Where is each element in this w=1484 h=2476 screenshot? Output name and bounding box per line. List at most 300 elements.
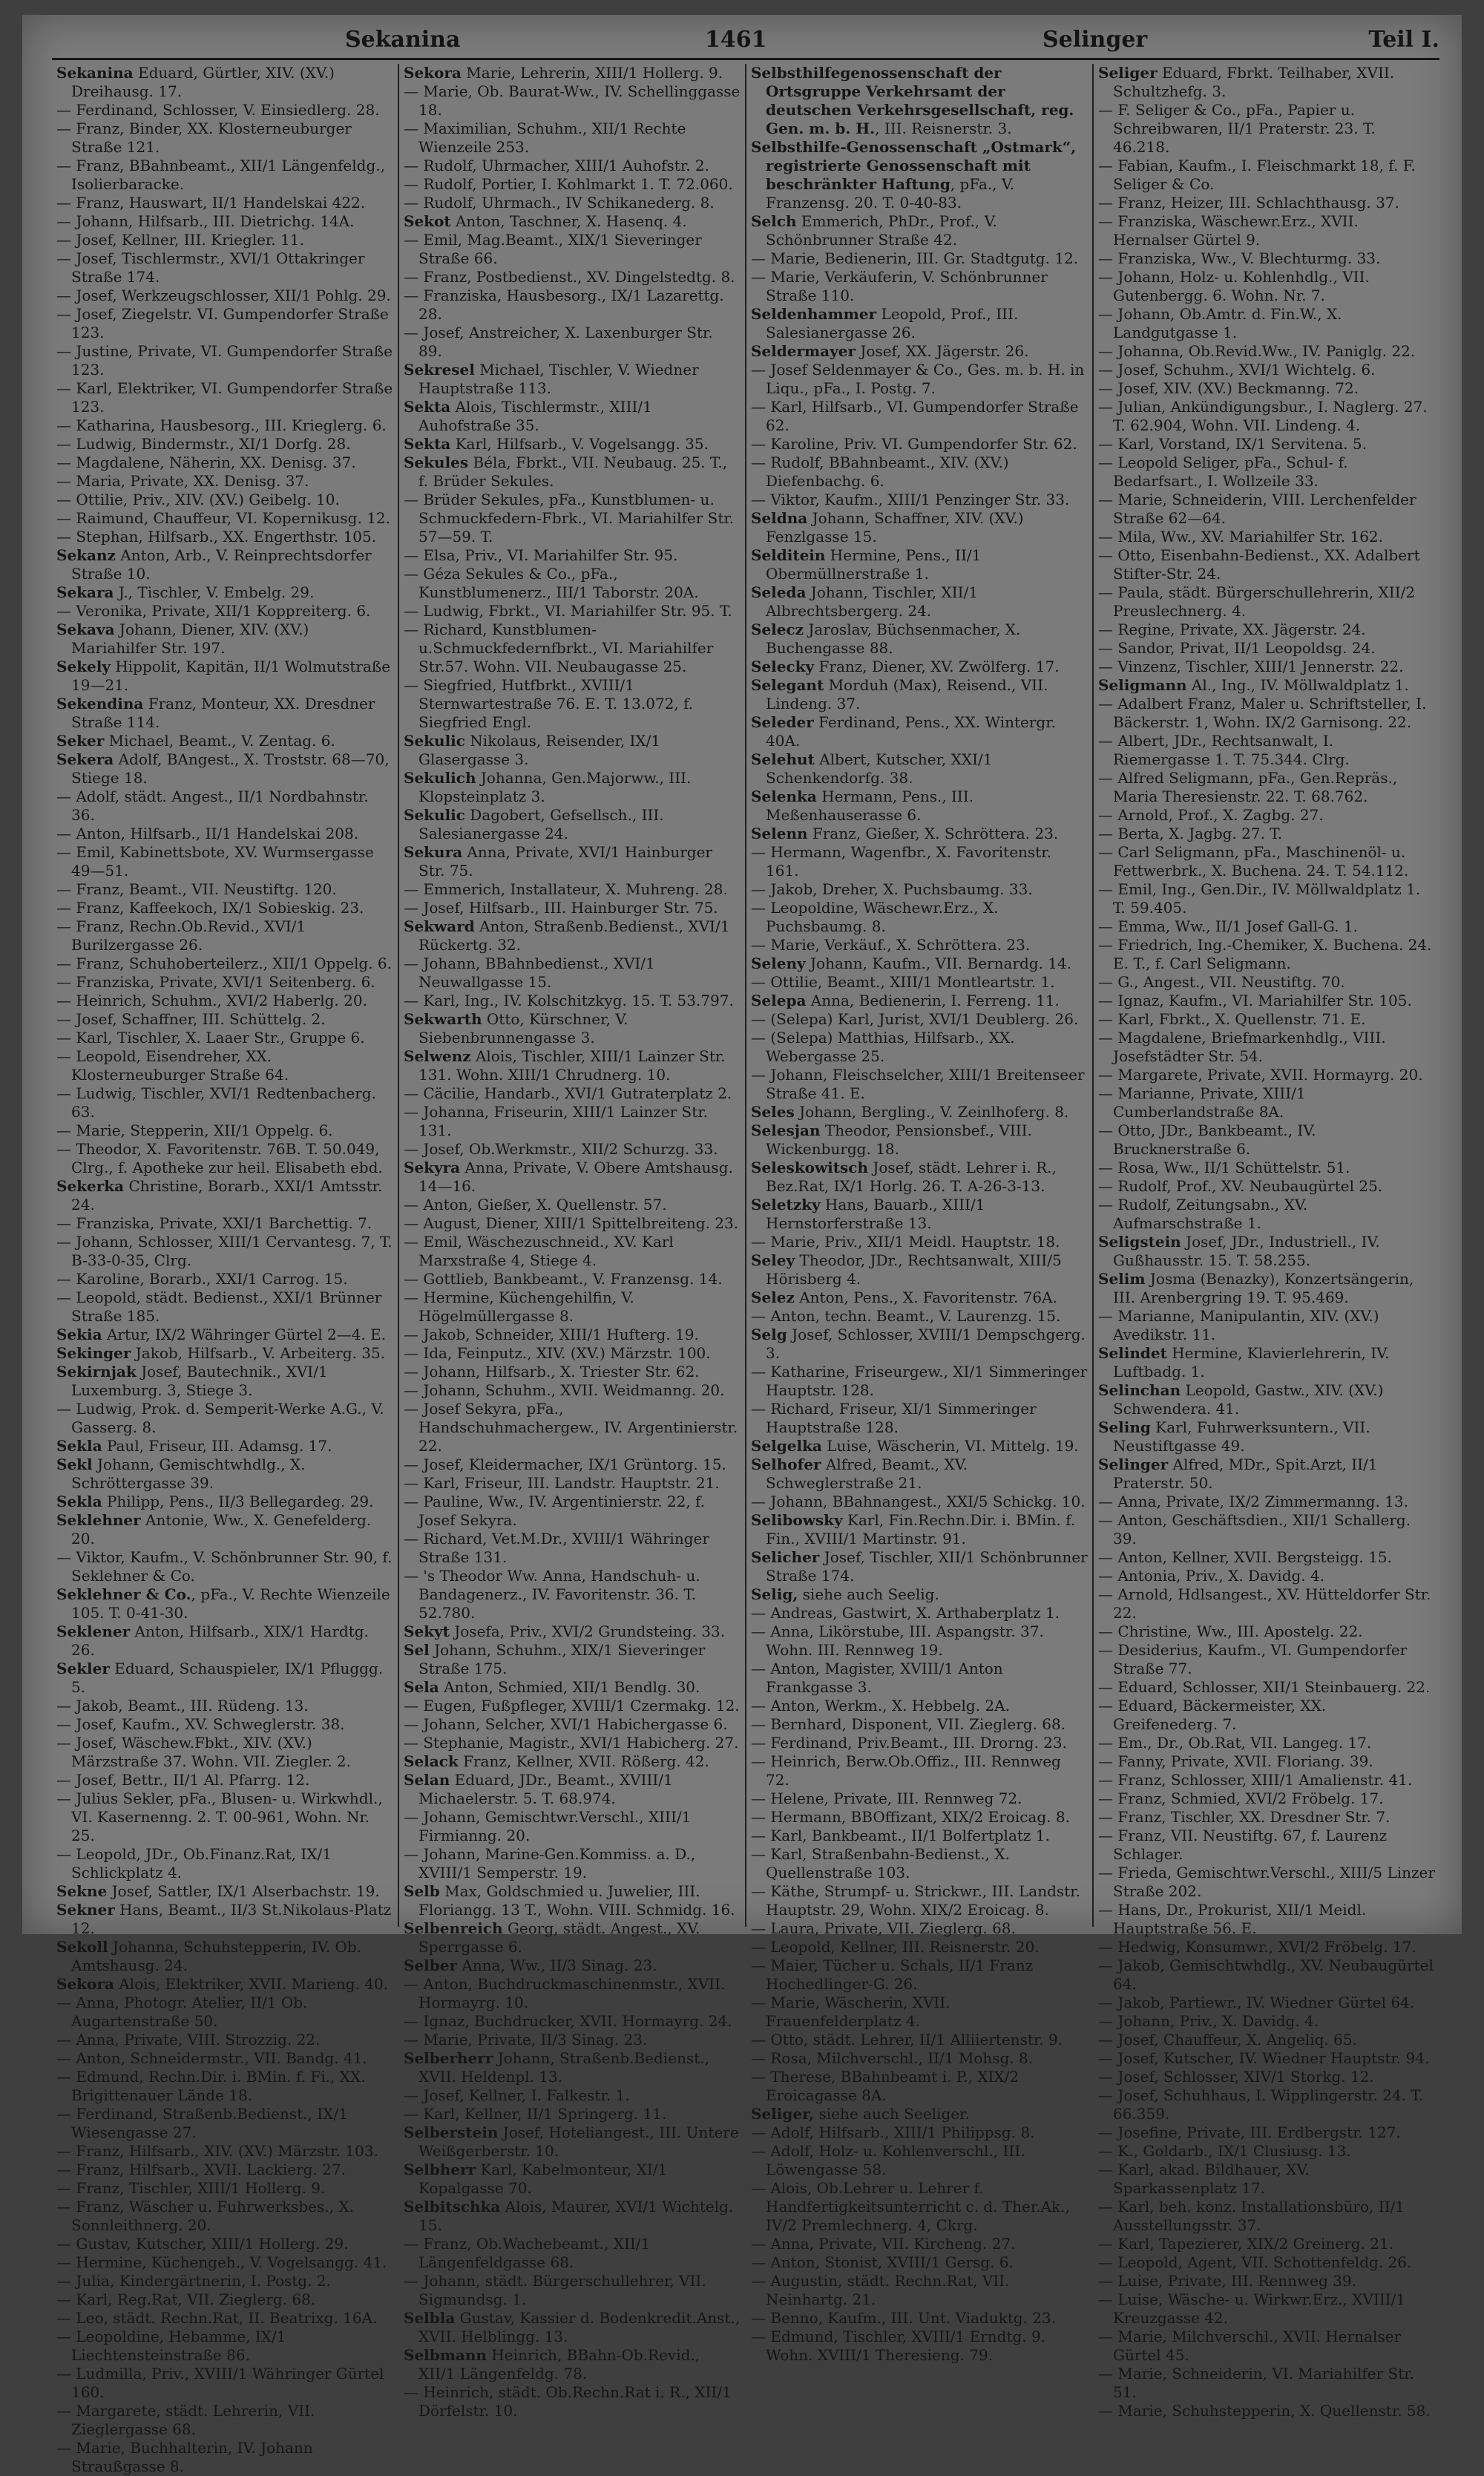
entry-text: — Josef, Schuhhaus, I. Wipplingerstr. 24. T. 66.359.	[1098, 2086, 1424, 2123]
entry-text: Johann, Straßenb.Bedienst., XVII. Heldenpl. 13.	[418, 2049, 709, 2086]
entry-text: — Johanna, Friseurin, XIII/1 Lainzer Str. 131.	[404, 1103, 708, 1139]
directory-entry	[404, 1975, 741, 2012]
directory-entry	[56, 2068, 393, 2105]
directory-entry	[56, 342, 393, 379]
entry-text: — Sandor, Privat, II/1 Leopoldsg. 24.	[1098, 639, 1376, 657]
directory-entry	[1098, 2142, 1435, 2161]
entry-text: — Alois, Ob.Lehrer u. Lehrer f. Handfertigkeitsunterricht c. d. Ther.Ak., IV/2 Premlechnerg. 4, Ckrg.	[751, 2179, 1070, 2234]
entry-surname: Sekerka	[56, 1177, 125, 1195]
directory-entry	[404, 2049, 741, 2086]
entry-text: Hermann, Pens., III. Meßenhauserasse 6.	[766, 787, 974, 824]
header-left-keyword: Sekanina	[345, 27, 461, 53]
directory-entry	[404, 992, 741, 1010]
entry-surname: Seleny	[751, 954, 806, 972]
entry-text: — Franz, Beamt., VII. Neustiftg. 120.	[56, 880, 337, 898]
entry-text: siehe auch Seelig.	[798, 1585, 939, 1603]
entry-surname: Sekora	[56, 1975, 114, 1993]
directory-entry	[404, 2086, 741, 2105]
directory-entry	[56, 1344, 393, 1363]
directory-entry	[56, 1029, 393, 1047]
entry-text: — Magdalene, Briefmarkenhdlg., VIII. Josefstädter Str. 54.	[1098, 1029, 1386, 1065]
entry-text: — Albert, JDr., Rechtsanwalt, I. Riemergasse 1. T. 75.344. Clrg.	[1098, 732, 1350, 768]
entry-text: — Anton, Hilfsarb., II/1 Handelskai 208.	[56, 825, 359, 842]
entry-text: — Brüder Sekules, pFa., Kunstblumen- u. Schmuckfedern-Fbrk., VI. Mariahilfer Str. 57—59. T.	[404, 491, 735, 546]
entry-surname: Seldenhammer	[751, 305, 877, 323]
directory-entry	[751, 138, 1088, 212]
entry-text: — Johann, städt. Bürgerschullehrer, VII. Sigmundsg. 1.	[404, 2272, 706, 2308]
directory-entry	[56, 1771, 393, 1789]
directory-entry	[404, 1010, 741, 1047]
entry-surname: Sekely	[56, 658, 111, 675]
directory-entry	[56, 954, 393, 973]
entry-text: — Katharina, Hausbesorg., III. Krieglerg. 6.	[56, 416, 387, 434]
directory-entry	[404, 1288, 741, 1326]
directory-entry	[1098, 1827, 1435, 1864]
entry-text: — Leopoldine, Wäschewr.Erz., X. Puchsbaumg. 8.	[751, 899, 999, 935]
directory-entry	[56, 1622, 393, 1660]
entry-surname: Selb	[404, 1882, 440, 1900]
directory-entry	[404, 1140, 741, 1159]
entry-text: — Karl, Tischler, X. Laaer Str., Gruppe 6.	[56, 1029, 365, 1047]
directory-entry	[56, 583, 393, 602]
entry-text: Alois, Tischlermstr., XIII/1 Auhofstraße 35.	[418, 398, 652, 434]
directory-entry	[404, 1493, 741, 1530]
entry-text: — Josef, Schaffner, III. Schüttelg. 2.	[56, 1010, 326, 1028]
entry-text: Christine, Borarb., XXI/1 Amtsstr. 24.	[71, 1177, 383, 1214]
entry-text: Karl, Fin.Rechn.Dir. i. BMin. f. Fin., XVIII/1 Martinstr. 91.	[766, 1511, 1076, 1548]
directory-entry	[751, 2328, 1088, 2365]
directory-entry	[56, 1734, 393, 1771]
entry-text: Johanna, Gen.Majorww., III. Klopsteinplatz 3.	[418, 769, 692, 805]
directory-entry	[56, 1140, 393, 1177]
directory-entry	[404, 1641, 741, 1678]
entry-surname: Selhofer	[751, 1455, 821, 1473]
entry-text: Josef, Tischler, XII/1 Schönbrunner Straße 174.	[766, 1548, 1088, 1585]
entry-text: — Rudolf, Zeitungsabn., XV. Aufmarschstraße 1.	[1098, 1196, 1308, 1232]
entry-text: — Siegfried, Hutfbrkt., XVIII/1 Sternwartestraße 76. E. T. 13.072, f. Siegfried Engl.	[404, 676, 694, 731]
directory-entry	[404, 2123, 741, 2161]
entry-text: — Franziska, Private, XXI/1 Barchettig. 7.	[56, 1214, 372, 1232]
entry-surname: Sekler	[56, 1660, 110, 1677]
entry-text: — Johann, Selcher, XVI/1 Habichergasse 6.	[404, 1715, 728, 1733]
entry-surname: Sekwarth	[404, 1010, 482, 1028]
directory-entry	[751, 992, 1088, 1010]
entry-text: — Berta, X. Jagbg. 27. T.	[1098, 825, 1283, 842]
entry-text: — Karoline, Priv. VI. Gumpendorfer Str. 62.	[751, 435, 1077, 453]
entry-text: — Karl, Friseur, III. Landstr. Hauptstr. 21.	[404, 1474, 720, 1492]
directory-entry	[1098, 1121, 1435, 1159]
directory-entry	[751, 268, 1088, 305]
directory-entry	[56, 2328, 393, 2365]
entry-surname: Seley	[751, 1251, 795, 1269]
entry-text: — Margarete, Private, XVII. Hormayrg. 20.	[1098, 1066, 1423, 1084]
entry-text: Luise, Wäscherin, VI. Mittelg. 19.	[821, 1437, 1079, 1455]
directory-entry	[751, 1919, 1088, 1938]
directory-entry	[1098, 101, 1435, 157]
directory-entry	[751, 1734, 1088, 1752]
directory-entry	[404, 1715, 741, 1734]
entry-surname: Selig,	[751, 1585, 798, 1603]
entry-text: — Marianne, Manipulantin, XIV. (XV.) Avedikstr. 11.	[1098, 1307, 1379, 1343]
directory-entry	[404, 2012, 741, 2031]
directory-entry	[1098, 2049, 1435, 2068]
entry-surname: Selber	[404, 1956, 458, 1974]
entry-text: — Heinrich, städt. Ob.Rechn.Rat i. R., XII/1 Dörfelstr. 10.	[404, 2383, 732, 2420]
directory-entry	[404, 546, 741, 565]
entry-text: — Franz, Kaffeekoch, IX/1 Sobieskig. 23.	[56, 899, 364, 917]
directory-entry	[1098, 2031, 1435, 2049]
entry-text: — Josef, Kellner, III. Kriegler. 11.	[56, 231, 304, 249]
entry-text: — Marie, Verkäuferin, V. Schönbrunner Straße 110.	[751, 268, 1048, 304]
entry-text: Josefa, Priv., XVI/2 Grundsteing. 33.	[449, 1622, 726, 1640]
directory-entry	[751, 825, 1088, 843]
directory-entry	[56, 750, 393, 787]
entry-text: — Franz, Tischler, XX. Dresdner Str. 7.	[1098, 1808, 1391, 1826]
entry-text: Hermine, Klavierlehrerin, IV. Luftbadg. 1.	[1113, 1344, 1390, 1381]
directory-entry	[751, 2142, 1088, 2179]
entry-text: , pFa., V. Franzensg. 20. T. 0-40-83.	[766, 175, 1015, 212]
directory-entry	[404, 1530, 741, 1567]
entry-surname: Sekot	[404, 212, 451, 230]
entry-text: — Franz, Heizer, III. Schlachthausg. 37.	[1098, 194, 1399, 212]
entry-text: Max, Goldschmied u. Juwelier, III. Floriangg. 13 T., Wohn. VIII. Schmidg. 16.	[418, 1882, 735, 1919]
directory-entry	[1098, 583, 1435, 620]
entry-text: — G., Angest., VII. Neustiftg. 70.	[1098, 973, 1345, 991]
directory-entry	[404, 175, 741, 194]
entry-text: — Josef, Kaufm., XV. Schweglerstr. 38.	[56, 1715, 345, 1733]
entry-text: — Viktor, Kaufm., V. Schönbrunner Str. 90, f. Seklehner & Co.	[56, 1548, 393, 1585]
directory-entry	[1098, 1196, 1435, 1233]
entry-surname: Sekulic	[404, 732, 465, 750]
entry-text: — Johann, Priv., X. Davidg. 4.	[1098, 2012, 1319, 2030]
directory-entry	[751, 843, 1088, 880]
directory-entry	[1098, 1381, 1435, 1418]
entry-text: — Karl, Kellner, II/1 Springerg. 11.	[404, 2105, 667, 2123]
entry-text: — Franz, Wäscher u. Fuhrwerksbes., X. Sonnleithnerg. 20.	[56, 2198, 354, 2234]
directory-entry	[404, 1233, 741, 1270]
directory-entry	[1098, 1548, 1435, 1567]
entry-text: — Gustav, Kutscher, XIII/1 Hollerg. 29.	[56, 2235, 349, 2253]
entry-surname: Seliger,	[751, 2105, 815, 2123]
directory-entry	[751, 2031, 1088, 2049]
directory-entry	[404, 1808, 741, 1845]
directory-entry	[404, 2235, 741, 2272]
directory-entry	[751, 361, 1088, 398]
entry-text: — Ferdinand, Straßenb.Bedienst., IX/1 Wiesengasse 27.	[56, 2105, 348, 2141]
directory-entry	[1098, 1029, 1435, 1066]
entry-text: — Leopold, städt. Bedienst., XXI/1 Brünner Straße 185.	[56, 1288, 382, 1325]
entry-text: — Cäcilie, Handarb., XVI/1 Gutraterplatz 2.	[404, 1084, 732, 1102]
entry-text: — Franz, Schuhoberteilerz., XII/1 Oppelg. 6.	[56, 954, 393, 972]
directory-entry	[404, 1196, 741, 1214]
directory-entry	[56, 1270, 393, 1288]
directory-entry	[404, 732, 741, 769]
entry-text: — Edmund, Tischler, XVIII/1 Erndtg. 9. Wohn. XVIII/1 Theresieng. 79.	[751, 2328, 1046, 2364]
entry-text: — Leopold, Kellner, III. Reisnerstr. 20.	[751, 1938, 1040, 1956]
entry-surname: Seliger	[1098, 64, 1158, 82]
entry-text: — Therese, BBahnbeamt i. P., XIX/2 Eroicagasse 8A.	[751, 2068, 1020, 2104]
directory-entry	[56, 917, 393, 954]
entry-text: — Karl, akad. Bildhauer, XV. Sparkassenplatz 17.	[1098, 2161, 1310, 2197]
entry-text: Josef, XX. Jägerstr. 26.	[856, 342, 1029, 360]
entry-text: — Leopold, JDr., Ob.Finanz.Rat, IX/1 Schlickplatz 4.	[56, 1845, 332, 1881]
directory-entry	[56, 1789, 393, 1845]
entry-text: — Fabian, Kaufm., I. Fleischmarkt 18, f. F. Seliger & Co.	[1098, 157, 1416, 193]
entry-text: — Hermann, Wagenfbr., X. Favoritenstr. 161.	[751, 843, 1051, 880]
directory-entry	[56, 602, 393, 620]
directory-entry	[1098, 825, 1435, 843]
entry-text: — Johanna, Ob.Revid.Ww., IV. Paniglg. 22.	[1098, 342, 1416, 360]
entry-surname: Sekinger	[56, 1344, 131, 1362]
entry-text: — Franz, Schlosser, XIII/1 Amalienstr. 41.	[1098, 1771, 1413, 1789]
entry-text: — Magdalene, Näherin, XX. Denisg. 37.	[56, 453, 356, 471]
directory-entry	[404, 1326, 741, 1344]
directory-entry	[404, 1752, 741, 1771]
entry-surname: Seleda	[751, 583, 807, 601]
entry-text: — Fanny, Private, XVII. Floriang. 39.	[1098, 1752, 1373, 1770]
entry-text: — Eduard, Bäckermeister, XX. Greifenederg. 7.	[1098, 1697, 1327, 1733]
directory-entry	[751, 2272, 1088, 2309]
directory-entry	[751, 435, 1088, 453]
directory-entry	[1098, 453, 1435, 491]
entry-surname: Selim	[1098, 1270, 1146, 1288]
entry-text: Johann, Tischler, XII/1 Albrechtsbergerg. 24.	[766, 583, 979, 620]
entry-text: — Heinrich, Schuhm., XVI/2 Haberlg. 20.	[56, 992, 367, 1009]
entry-text: — Adolf, Hilfsarb., XIII/1 Philippsg. 8.	[751, 2123, 1035, 2141]
directory-entry	[1098, 379, 1435, 398]
entry-text: Ferdinand, Pens., XX. Wintergr. 40A.	[766, 713, 1056, 750]
entry-text: — Marianne, Private, XIII/1 Cumberlandstraße 8A.	[1098, 1084, 1306, 1121]
directory-entry	[751, 1882, 1088, 1919]
entry-text: — Antonia, Priv., X. Davidg. 4.	[1098, 1567, 1325, 1585]
directory-entry	[1098, 528, 1435, 546]
directory-entry	[56, 101, 393, 119]
entry-text: — Bernhard, Disponent, VII. Zieglerg. 68.	[751, 1715, 1066, 1733]
column-1	[52, 64, 399, 2475]
directory-entry	[404, 1956, 741, 1975]
directory-entry	[1098, 936, 1435, 973]
entry-text: — Leo, städt. Rechn.Rat, II. Beatrixg. 16A.	[56, 2309, 378, 2327]
directory-entry	[404, 361, 741, 398]
entry-text: Theodor, JDr., Rechtsanwalt, XIII/5 Hörisberg 4.	[766, 1251, 1062, 1288]
directory-entry	[56, 825, 393, 843]
directory-entry	[404, 1734, 741, 1752]
entry-text: — Julian, Ankündigungsbur., I. Naglerg. 27. T. 62.904, Wohn. VII. Lindeng. 4.	[1098, 398, 1428, 434]
directory-entry	[751, 676, 1088, 713]
directory-page	[22, 15, 1462, 2475]
entry-text: — Arnold, Hdlsangest., XV. Hütteldorfer Str. 22.	[1098, 1585, 1431, 1622]
entry-text: — Leopold Seliger, pFa., Schul- f. Bedarfsart., I. Wollzeile 33.	[1098, 453, 1348, 490]
directory-entry	[1098, 695, 1435, 732]
entry-text: — Franz, Hilfsarb., XVII. Lackierg. 27.	[56, 2161, 346, 2178]
directory-entry	[56, 416, 393, 435]
directory-entry	[751, 936, 1088, 954]
directory-entry	[56, 1975, 393, 1994]
entry-text: Anna, Ww., II/3 Sinag. 23.	[457, 1956, 657, 1974]
entry-text: — Johann, Schlosser, XIII/1 Cervantesg. 7, T. B-33-0-35, Clrg.	[56, 1233, 393, 1269]
directory-entry	[56, 899, 393, 917]
directory-entry	[1098, 1641, 1435, 1678]
directory-entry	[751, 398, 1088, 435]
entry-text: — Otto, JDr., Bankbeamt., IV. Brucknerstraße 6.	[1098, 1121, 1316, 1158]
entry-surname: Sela	[404, 1678, 439, 1696]
entry-surname: Sekia	[56, 1326, 102, 1343]
entry-text: Johann, Schaffner, XIV. (XV.) Fenzlgasse 15.	[766, 509, 1024, 546]
directory-entry	[404, 806, 741, 843]
entry-text: Josef, städt. Lehrer i. R., Bez.Rat, IX/1 Horlg. 26. T. A-26-3-13.	[766, 1159, 1057, 1195]
directory-entry	[404, 491, 741, 546]
entry-text: — Adolf, Holz- u. Kohlenverschl., III. Löwengasse 58.	[751, 2142, 1025, 2178]
directory-entry	[56, 1511, 393, 1548]
entry-text: — Josef, Werkzeugschlosser, XII/1 Pohlg. 29.	[56, 286, 391, 304]
entry-text: Anton, Pens., X. Favoritenstr. 76A.	[794, 1288, 1057, 1306]
entry-text: — Franz, Postbedienst., XV. Dingelstedtg. 8.	[404, 268, 735, 286]
directory-entry	[56, 1994, 393, 2031]
entry-text: — Richard, Kunstblumen-u.Schmuckfedernfbrkt., VI. Mariahilfer Str.57. Wohn. VII. Neubaugasse 25.	[404, 620, 714, 675]
entry-text: — Marie, Schneiderin, VIII. Lerchenfelder Straße 62—64.	[1098, 491, 1416, 527]
directory-entry	[1098, 64, 1435, 101]
entry-surname: Selinchan	[1098, 1381, 1181, 1399]
directory-entry	[56, 2309, 393, 2328]
entry-text: — Desiderius, Kaufm., VI. Gumpendorfer Straße 77.	[1098, 1641, 1408, 1677]
entry-text: — Luise, Wäsche- u. Wirkwr.Erz., XVIII/1 Kreuzgasse 42.	[1098, 2290, 1406, 2327]
directory-entry	[751, 880, 1088, 899]
entry-text: — Maximilian, Schuhm., XII/1 Rechte Wienzeile 253.	[404, 119, 686, 156]
entry-text: — Josef, XIV. (XV.) Beckmanng. 72.	[1098, 379, 1359, 397]
directory-entry	[1098, 1697, 1435, 1734]
entry-text: — Josef, Bettr., II/1 Al. Pfarrg. 12.	[56, 1771, 310, 1789]
entry-surname: Selbitschka	[404, 2198, 501, 2215]
directory-entry	[56, 992, 393, 1010]
directory-entry	[1098, 1752, 1435, 1771]
entry-text: Eduard, Fbrkt. Teilhaber, XVII. Schultzhefg. 3.	[1113, 64, 1395, 100]
directory-entry	[404, 1344, 741, 1363]
entry-text: Anton, Taschner, X. Hasenq. 4.	[450, 212, 687, 230]
directory-entry	[56, 1660, 393, 1697]
entry-text: — Jakob, Partiewr., IV. Wiedner Gürtel 64.	[1098, 1994, 1415, 2011]
page-header	[52, 22, 1439, 60]
directory-entry	[1098, 2235, 1435, 2253]
directory-entry	[1098, 1493, 1435, 1511]
directory-entry	[404, 1047, 741, 1084]
directory-entry	[1098, 398, 1435, 435]
entry-text: — Jakob, Gemischtwhdlg., XV. Neubaugürtel 64.	[1098, 1956, 1434, 1993]
directory-entry	[1098, 2402, 1435, 2420]
directory-entry	[751, 583, 1088, 620]
directory-entry	[56, 2365, 393, 2402]
entry-surname: Sekl	[56, 1455, 93, 1473]
entry-text: Eduard, Gürtler, XIV. (XV.) Dreihausg. 17.	[71, 64, 335, 100]
directory-entry	[56, 453, 393, 472]
directory-entry	[751, 64, 1088, 138]
directory-entry	[751, 1493, 1088, 1511]
directory-entry	[751, 1845, 1088, 1882]
directory-entry	[1098, 1901, 1435, 1938]
entry-text: — Rudolf, Prof., XV. Neubaugürtel 25.	[1098, 1177, 1383, 1195]
entry-surname: Selesjan	[751, 1121, 821, 1139]
directory-entry	[1098, 1789, 1435, 1808]
entry-text: J., Tischler, V. Embelg. 29.	[114, 583, 315, 601]
entry-text: — Heinrich, Berw.Ob.Offiz., III. Rennweg 72.	[751, 1752, 1061, 1789]
directory-entry	[1098, 2161, 1435, 2198]
directory-entry	[56, 546, 393, 583]
directory-entry	[1098, 342, 1435, 361]
entry-text: — Käthe, Strumpf- u. Strickwr., III. Landstr. Hauptstr. 29, Wohn. XIX/2 Eroicag. 8.	[751, 1882, 1080, 1919]
entry-text: — Marie, Stepperin, XII/1 Oppelg. 6.	[56, 1121, 333, 1139]
entry-text: Johann, Schuhm., XIX/1 Sieveringer Straße 175.	[418, 1641, 706, 1677]
entry-text: — Karl, Reg.Rat, VII. Zieglerg. 68.	[56, 2290, 316, 2308]
entry-text: Josef, JDr., Industriell., IV. Gußhausstr. 15. T. 58.255.	[1113, 1233, 1380, 1269]
entry-text: — Helene, Private, III. Rennweg 72.	[751, 1789, 1022, 1807]
entry-text: — Anton, Kellner, XVII. Bergsteigg. 15.	[1098, 1548, 1392, 1566]
directory-entry	[751, 787, 1088, 825]
directory-entry	[56, 880, 393, 899]
directory-entry	[56, 1938, 393, 1975]
entry-surname: Sekyt	[404, 1622, 450, 1640]
entry-text: — Adalbert Franz, Maler u. Schriftsteller, I. Bäckerstr. 1, Wohn. IX/2 Garnisong. 22.	[1098, 695, 1427, 731]
directory-entry	[751, 1956, 1088, 1994]
directory-entry	[1098, 973, 1435, 992]
entry-surname: Seker	[56, 732, 105, 750]
entry-text: Marie, Lehrerin, XIII/1 Hollerg. 9.	[461, 64, 723, 82]
directory-entry	[56, 2402, 393, 2439]
directory-entry	[56, 1047, 393, 1084]
directory-entry	[56, 1697, 393, 1715]
entry-surname: Sel	[404, 1641, 430, 1659]
directory-entry	[56, 379, 393, 416]
entry-surname: Seling	[1098, 1418, 1151, 1436]
entry-text: — Gottlieb, Bankbeamt., V. Franzensg. 14.	[404, 1270, 723, 1288]
entry-text: — Katharine, Friseurgew., XI/1 Simmeringer Hauptstr. 128.	[751, 1363, 1088, 1399]
entry-text: — Regine, Private, XX. Jägerstr. 24.	[1098, 620, 1366, 638]
column-4	[1094, 64, 1439, 2420]
entry-surname: Selbherr	[404, 2161, 476, 2178]
directory-entry	[56, 2161, 393, 2179]
entry-text: Franz, Kellner, XVII. Rößerg. 42.	[458, 1752, 709, 1770]
entry-surname: Selack	[404, 1752, 459, 1770]
entry-text: — Franz, Binder, XX. Klosterneuburger Straße 121.	[56, 119, 352, 156]
entry-text: — Edmund, Rechn.Dir. i. BMin. f. Fi., XX. Brigittenauer Lände 18.	[56, 2068, 366, 2104]
entry-text: Anna, Private, V. Obere Amtshausg. 14—16.	[418, 1159, 733, 1195]
directory-entry	[1098, 732, 1435, 769]
directory-entry	[56, 1437, 393, 1455]
entry-text: Albert, Kutscher, XXI/1 Schenkendorfg. 38.	[766, 750, 993, 787]
entry-text: — Ignaz, Buchdrucker, XVII. Hormayrg. 24.	[404, 2012, 732, 2030]
entry-surname: Selicher	[751, 1548, 820, 1566]
entry-text: — Johann, Schuhm., XVII. Weidmanng. 20.	[404, 1381, 725, 1399]
directory-entry	[404, 1103, 741, 1140]
entry-text: — Ottilie, Beamt., XIII/1 Montleartstr. 1.	[751, 973, 1055, 991]
entry-surname: Sekura	[404, 843, 463, 861]
entry-text: — Franz, Hilfsarb., XIV. (XV.) Märzstr. 103.	[56, 2142, 378, 2160]
entry-text: — Otto, städt. Lehrer, II/1 Alliiertenstr. 9.	[751, 2031, 1063, 2048]
entry-surname: Seles	[751, 1103, 795, 1121]
entry-surname: Sekta	[404, 398, 451, 416]
entry-text: — Emil, Ing., Gen.Dir., IV. Möllwaldplatz 1. T. 59.405.	[1098, 880, 1421, 917]
directory-entry	[751, 1121, 1088, 1159]
directory-entry	[751, 2309, 1088, 2328]
directory-entry	[56, 472, 393, 491]
directory-entry	[751, 491, 1088, 509]
directory-entry	[56, 231, 393, 249]
directory-entry	[751, 1363, 1088, 1400]
directory-entry	[56, 435, 393, 453]
entry-text: Anton, Schmied, XII/1 Bendlg. 30.	[439, 1678, 700, 1696]
entry-text: — Josef, Kellner, I. Falkestr. 1.	[404, 2086, 630, 2104]
directory-entry	[56, 2235, 393, 2253]
directory-entry	[1098, 1084, 1435, 1121]
entry-text: — Andreas, Gastwirt, X. Arthaberplatz 1.	[751, 1604, 1060, 1622]
